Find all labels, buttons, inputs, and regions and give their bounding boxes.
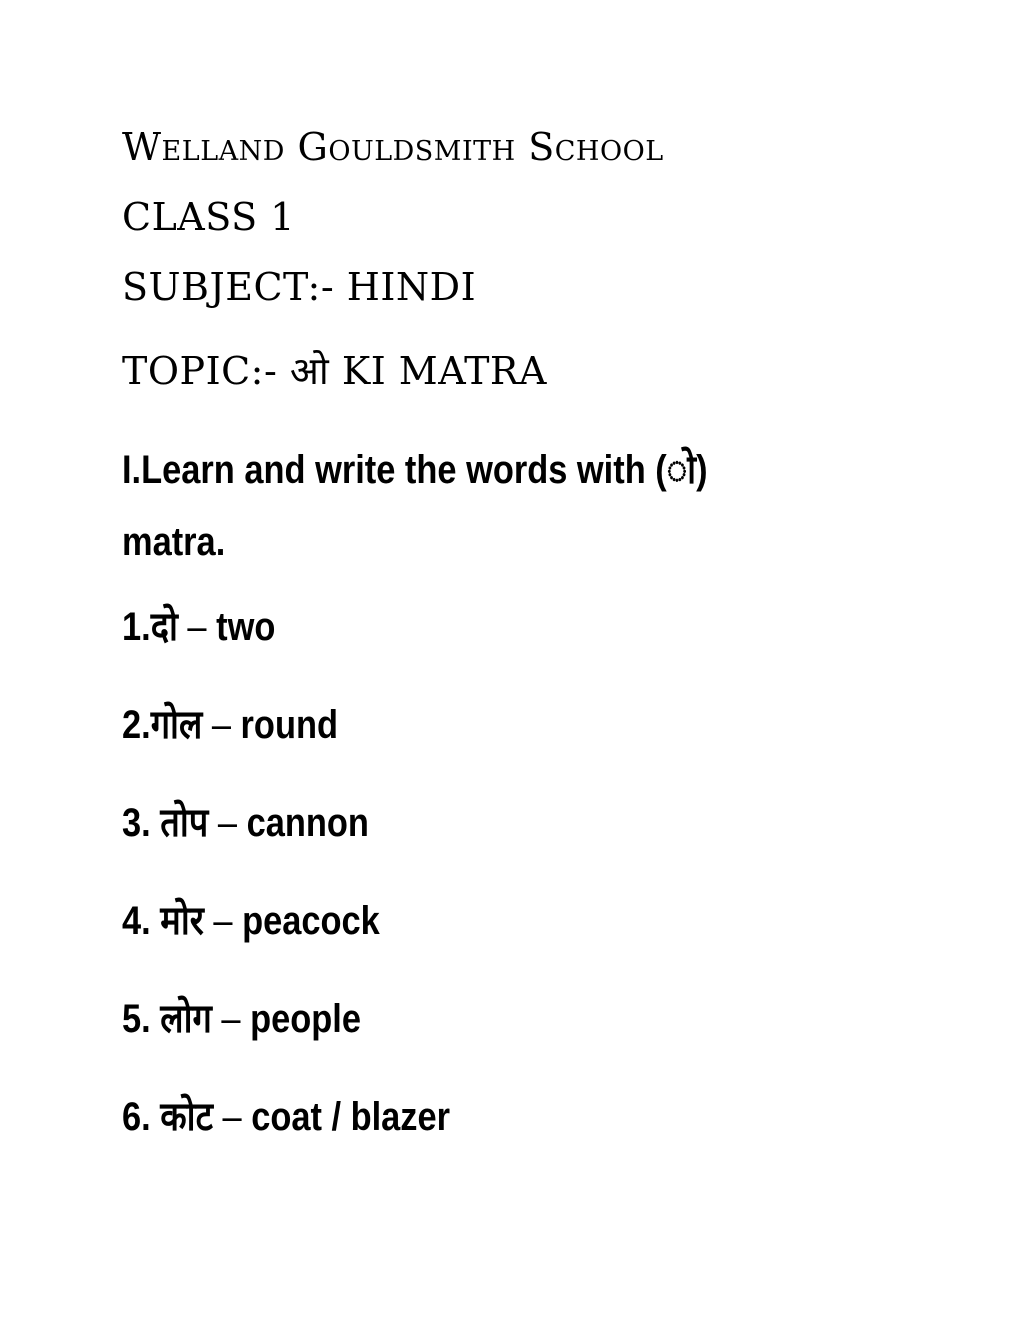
word-english: round [240,703,338,747]
word-item-3 [122,803,369,843]
word-separator: – [208,801,247,845]
word-number: 1. [122,605,151,649]
word-hindi: मोर [160,899,204,943]
word-separator: – [202,703,241,747]
school-name: Welland Gouldsmith School [122,125,664,169]
topic-label: TOPIC:- ओ KI MATRA [122,349,547,393]
word-number: 6. [122,1095,161,1139]
word-hindi: दो [150,605,178,649]
word-english: coat / blazer [251,1095,451,1139]
word-english: cannon [246,801,369,845]
word-item-6 [122,1097,450,1137]
word-hindi: तोप [160,801,209,845]
instruction-line-2: matra. [122,520,226,564]
word-number: 3. [122,801,161,845]
word-hindi: कोट [160,1095,213,1139]
subject-label: SUBJECT:- HINDI [122,265,477,309]
word-number: 4. [122,899,161,943]
word-separator: – [212,1095,252,1139]
word-english: two [216,605,276,649]
word-separator: – [203,899,243,943]
word-item-2 [122,705,338,745]
word-number: 2. [122,703,151,747]
word-item-5 [122,999,361,1039]
word-english: peacock [242,899,380,943]
word-separator: – [211,997,251,1041]
word-number: 5. [122,997,161,1041]
word-hindi: गोल [150,703,203,747]
word-hindi: लोग [160,997,212,1041]
word-separator: – [177,605,217,649]
word-item-4 [122,901,380,941]
word-item-1 [122,607,275,647]
class-label: CLASS 1 [122,195,295,239]
instruction-line-1: I.Learn and write the words with (ो) [122,448,708,492]
word-english: people [250,997,361,1041]
